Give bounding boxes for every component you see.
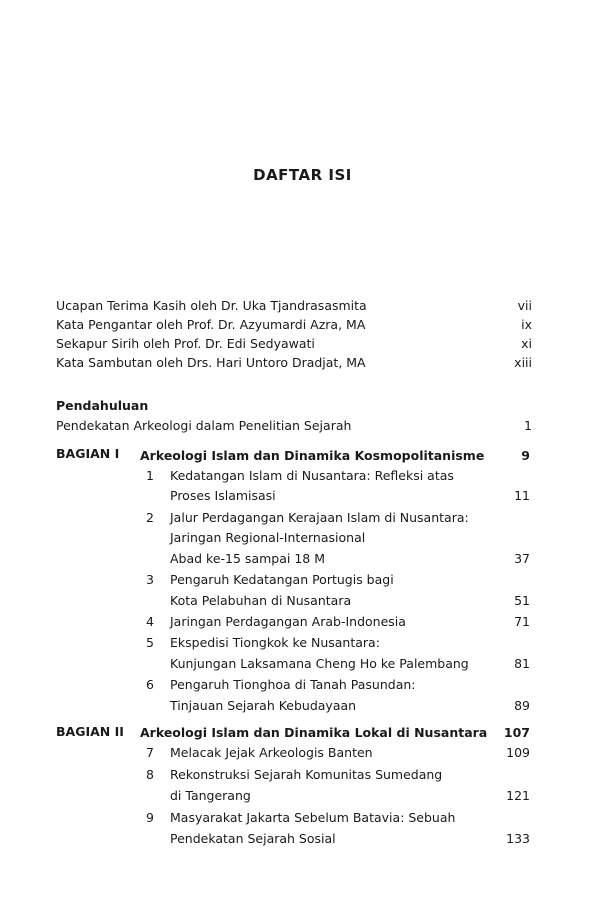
chapter-title-line: Jaringan Regional-Internasional xyxy=(170,530,366,545)
chapter-title-line: Kota Pelabuhan di Nusantara xyxy=(170,593,352,608)
entry-text: Ucapan Terima Kasih oleh Dr. Uka Tjandrasasmita xyxy=(56,298,367,313)
page-number: 81 xyxy=(514,656,530,671)
page-number: 11 xyxy=(514,488,530,503)
page-number: 89 xyxy=(514,698,530,713)
part-title: Arkeologi Islam dan Dinamika Lokal di Nusantara xyxy=(140,725,488,740)
chapter-number: 7 xyxy=(146,745,154,760)
page-number: 9 xyxy=(521,448,530,463)
part-label: BAGIAN I xyxy=(56,446,120,461)
chapter-number: 3 xyxy=(146,572,154,587)
entry-text: Kata Pengantar oleh Prof. Dr. Azyumardi Azra, MA xyxy=(56,317,366,332)
page-number: 133 xyxy=(506,831,530,846)
chapter-title-line: Abad ke-15 sampai 18 M xyxy=(170,551,325,566)
chapter-title-line: Melacak Jejak Arkeologis Banten xyxy=(170,745,373,760)
chapter-title-line: Proses Islamisasi xyxy=(170,488,276,503)
chapter-title-line: Masyarakat Jakarta Sebelum Batavia: Sebuah xyxy=(170,810,456,825)
chapter-title-line: Rekonstruksi Sejarah Komunitas Sumedang xyxy=(170,767,443,782)
page-number: 71 xyxy=(514,614,530,629)
page-number: 51 xyxy=(514,593,530,608)
chapter-title-line: Pengaruh Kedatangan Portugis bagi xyxy=(170,572,394,587)
chapter-title-line: Ekspedisi Tiongkok ke Nusantara: xyxy=(170,635,380,650)
chapter-number: 1 xyxy=(146,468,154,483)
part-title: Arkeologi Islam dan Dinamika Kosmopolitanisme xyxy=(140,448,485,463)
chapter-number: 8 xyxy=(146,767,154,782)
chapter-number: 4 xyxy=(146,614,154,629)
chapter-number: 9 xyxy=(146,810,154,825)
page-number: ix xyxy=(521,317,532,332)
chapter-title-line: Kunjungan Laksamana Cheng Ho ke Palembang xyxy=(170,656,469,671)
page-number: 1 xyxy=(524,418,532,433)
intro-heading: Pendahuluan xyxy=(56,398,149,413)
page-number: 107 xyxy=(503,725,530,740)
page-number: xi xyxy=(521,336,532,351)
entry-text: Kata Sambutan oleh Drs. Hari Untoro Dradjat, MA xyxy=(56,355,366,370)
chapter-title-line: Kedatangan Islam di Nusantara: Refleksi atas xyxy=(170,468,454,483)
front-matter-entry xyxy=(56,317,532,333)
page-title: DAFTAR ISI xyxy=(253,166,352,184)
entry-text: Pendekatan Arkeologi dalam Penelitian Sejarah xyxy=(56,418,352,433)
chapter-title-line: Jaringan Perdagangan Arab-Indonesia xyxy=(170,614,406,629)
chapter-number: 6 xyxy=(146,677,154,692)
front-matter-entry xyxy=(56,336,532,352)
page-number: vii xyxy=(517,298,532,313)
chapter-title-line: Pendekatan Sejarah Sosial xyxy=(170,831,336,846)
intro-entry xyxy=(56,418,532,434)
page-number: xiii xyxy=(514,355,532,370)
chapter-number: 5 xyxy=(146,635,154,650)
chapter-title-line: Tinjauan Sejarah Kebudayaan xyxy=(170,698,357,713)
front-matter-entry xyxy=(56,298,532,314)
chapter-title-line: Jalur Perdagangan Kerajaan Islam di Nusantara: xyxy=(170,510,469,525)
front-matter-entry xyxy=(56,355,532,371)
page-number: 109 xyxy=(506,745,530,760)
part-label: BAGIAN II xyxy=(56,724,124,739)
page-number: 121 xyxy=(506,788,530,803)
chapter-title-line: di Tangerang xyxy=(170,788,251,803)
chapter-number: 2 xyxy=(146,510,154,525)
entry-text: Sekapur Sirih oleh Prof. Dr. Edi Sedyawati xyxy=(56,336,315,351)
page-number: 37 xyxy=(514,551,530,566)
chapter-title-line: Pengaruh Tionghoa di Tanah Pasundan: xyxy=(170,677,416,692)
